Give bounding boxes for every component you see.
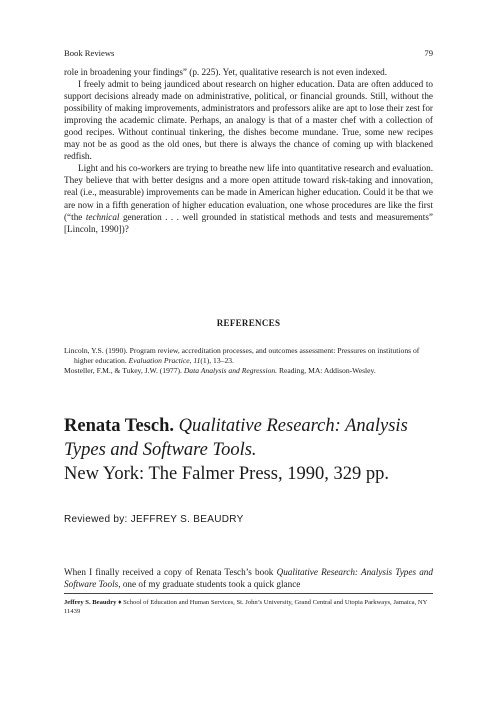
title-line-1 bbox=[64, 414, 444, 438]
reference-text: Mosteller, F.M., & Tukey, J.W. (1977). bbox=[64, 366, 184, 375]
references-heading: REFERENCES bbox=[216, 318, 281, 328]
reference-publisher: Reading, MA: Addison-Wesley. bbox=[277, 366, 376, 375]
journal-section-name: Book Reviews bbox=[64, 48, 115, 58]
footnote-divider bbox=[64, 593, 433, 594]
review-opening bbox=[64, 566, 433, 590]
book-author: Renata Tesch. bbox=[64, 416, 174, 436]
reference-journal: Evaluation Practice, bbox=[128, 356, 192, 365]
reviewer-affiliation-footnote bbox=[64, 598, 433, 616]
paragraph-continuation: role in broadening your findings” (p. 225). Yet, qualitative research is not even indexed. bbox=[64, 67, 388, 77]
emphasis-technical: technical bbox=[85, 211, 120, 222]
paragraph-text-end: generation . . . well grounded in statistical methods and tests and measurements” [Lincoln, 1990])? bbox=[64, 211, 433, 234]
reference-volume: 11 bbox=[191, 356, 201, 365]
review-first-paragraph bbox=[64, 566, 433, 590]
footnote-text bbox=[64, 598, 433, 616]
reviewer-line: Reviewed by: JEFFREY S. BEAUDRY bbox=[64, 514, 244, 525]
paragraph-new-life bbox=[64, 162, 433, 234]
footnote-reviewer-name: Jeffrey S. Beaudry bbox=[64, 599, 117, 606]
footnote-affiliation: School of Education and Human Services, St. John’s University, Grand Central and Utopia Parkways, Jamaica, NY 11439 bbox=[64, 599, 428, 615]
references-list bbox=[64, 346, 433, 376]
reference-entry bbox=[64, 346, 433, 366]
book-title-part2: Types and Software Tools. bbox=[64, 440, 257, 460]
review-text: When I finally received a copy of Renata Tesch’s book bbox=[64, 567, 277, 577]
reference-book-title: Data Analysis and Regression. bbox=[183, 366, 278, 375]
reference-pages: (1), 13–23. bbox=[200, 356, 234, 365]
page-number: 79 bbox=[424, 48, 433, 58]
paragraph-jaundiced: I freely admit to being jaundiced about research on higher education. Data are often adduced to support decisions already made on administrative, political, or financial grounds. Still, without the possibility of making improvements, administrators and professors alike are apt to lose their zest for improving the academic climate. Perhaps, an analogy is that of a master chef with a collection of good recipes. Without continual tinkering, the dishes become mundane. True, some new recipes may not be as good as the old ones, but there is always the chance of coming up with blackened redfish. bbox=[64, 79, 433, 162]
publication-info: New York: The Falmer Press, 1990, 329 pp. bbox=[64, 464, 389, 484]
diamond-bullet-icon: ♦ bbox=[116, 599, 124, 606]
book-title-part1: Qualitative Research: Analysis bbox=[174, 416, 408, 436]
reference-entry bbox=[64, 366, 433, 376]
review-text-end: , one of my graduate students took a quick glance bbox=[118, 579, 301, 590]
paragraph-text: Light and his co-workers are trying to breathe new life into quantitative research and evaluation. They believe that with better designs and a more open attitude toward risk-taking and innovation, real (i.e., measurable) improvements can be made in American higher education. Could it be that we are now in a fifth generation of higher education evaluation, one whose procedures are like the first (“the bbox=[64, 163, 433, 222]
reference-text: Lincoln, Y.S. (1990). Program review, accreditation processes, and outcomes assessment: Pressures on institutions of higher education. bbox=[64, 346, 420, 365]
review-book-title: Qualitative Research: Analysis Types and Software Tools bbox=[64, 567, 433, 590]
article-body bbox=[64, 66, 433, 235]
book-review-title bbox=[64, 414, 444, 486]
